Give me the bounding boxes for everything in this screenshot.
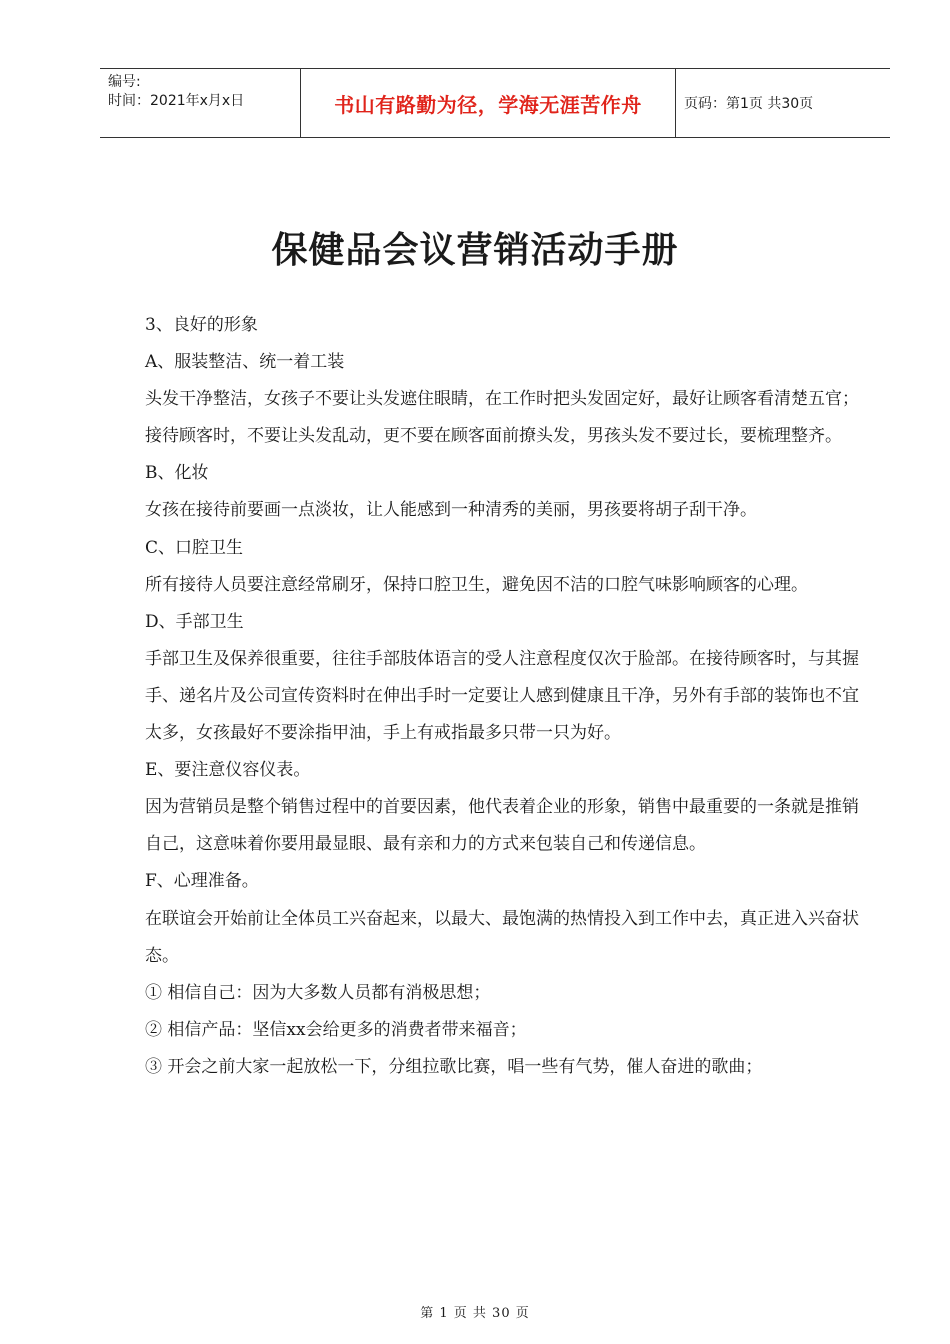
paragraph: B、化妆 bbox=[145, 463, 209, 484]
paragraph: ③ 开会之前大家一起放松一下，分组拉歌比赛，唱一些有气势，催人奋进的歌曲； bbox=[145, 1056, 763, 1077]
paragraph: 女孩在接待前要画一点淡妆，让人能感到一种清秀的美丽，男孩要将胡子刮干净。 bbox=[145, 500, 757, 521]
paragraph: 在联谊会开始前让全体员工兴奋起来，以最大、最饱满的热情投入到工作中去，真正进入兴奋状态。 bbox=[145, 908, 859, 966]
paragraph: F、心理准备。 bbox=[145, 871, 259, 892]
page-footer: 第 1 页 共 30 页 bbox=[420, 1306, 530, 1321]
paragraph: 所有接待人员要注意经常刷牙，保持口腔卫生，避免因不洁的口腔气味影响顾客的心理。 bbox=[145, 574, 808, 595]
date-line: 时间：2021年x月x日 bbox=[108, 93, 245, 109]
paragraph: E、要注意仪容仪表。 bbox=[145, 760, 311, 781]
header-motto: 书山有路勤为径，学海无涯苦作舟 bbox=[301, 69, 676, 137]
paragraph: 头发干净整洁，女孩子不要让头发遮住眼睛，在工作时把头发固定好，最好让顾客看清楚五官；接待顾客时，不要让头发乱动，更不要在顾客面前撩头发，男孩头发不要过长，要梳理整齐。 bbox=[145, 389, 859, 447]
header-page-info: 页码：第1页 共30页 bbox=[684, 96, 814, 112]
document-header bbox=[100, 68, 890, 138]
paragraph: 3、良好的形象 bbox=[145, 315, 258, 335]
paragraph: ② 相信产品：坚信xx会给更多的消费者带来福音； bbox=[145, 1019, 527, 1040]
page-title: 保健品会议营销活动手册 bbox=[271, 229, 679, 271]
paragraph: 因为营销员是整个销售过程中的首要因素，他代表着企业的形象，销售中最重要的一条就是推销自己，这意味着你要用最显眼、最有亲和力的方式来包装自己和传递信息。 bbox=[145, 797, 859, 855]
paragraph: C、口腔卫生 bbox=[145, 537, 244, 558]
paragraph: ① 相信自己：因为大多数人员都有消极思想； bbox=[145, 982, 491, 1003]
paragraph: A、服装整洁、统一着工装 bbox=[145, 352, 345, 373]
header-meta bbox=[100, 69, 301, 137]
serial-label: 编号: bbox=[108, 74, 141, 90]
paragraph: 手部卫生及保养很重要，往往手部肢体语言的受人注意程度仅次于脸部。在接待顾客时，与其握手、递名片及公司宣传资料时在伸出手时一定要让人感到健康且干净，另外有手部的装饰也不宜太多，女孩最好不要涂指甲油，手上有戒指最多只带一只为好。 bbox=[145, 648, 859, 744]
paragraph: D、手部卫生 bbox=[145, 611, 244, 632]
document-body bbox=[145, 307, 865, 1086]
